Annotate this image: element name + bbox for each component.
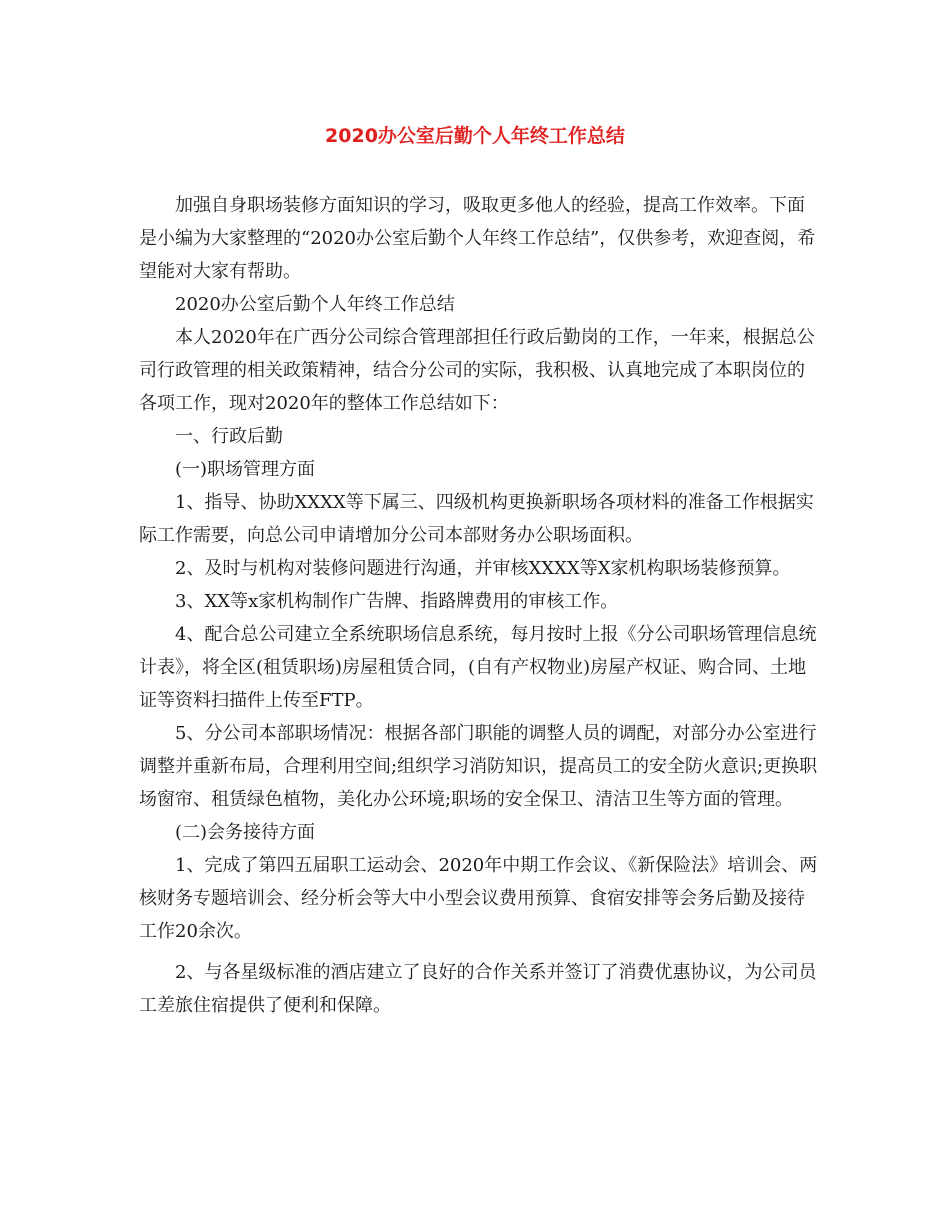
document-body: [139, 189, 819, 1022]
overview-paragraph: 本人2020年在广西分公司综合管理部担任行政后勤岗的工作，一年来，根据总公司行政管理的相关政策精神，结合分公司的实际，我积极、认真地完成了本职岗位的各项工作，现对2020年的整体工作总结如下：: [139, 327, 815, 414]
subtitle-line: 2020办公室后勤个人年终工作总结: [175, 294, 455, 315]
list-item: 5、分公司本部职场情况：根据各部门职能的调整人员的调配，对部分办公室进行调整并重新布局，合理利用空间;组织学习消防知识，提高员工的安全防火意识;更换职场窗帘、租赁绿色植物，美化办公环境;职场的安全保卫、清洁卫生等方面的管理。: [139, 723, 818, 810]
list-item: 3、XX等x家机构制作广告牌、指路牌费用的审核工作。: [175, 591, 619, 612]
list-item: 2、及时与机构对装修问题进行沟通，并审核XXXX等X家机构职场装修预算。: [175, 558, 791, 579]
list-item: 2、与各星级标准的酒店建立了良好的合作关系并签订了消费优惠协议，为公司员工差旅住宿提供了便利和保障。: [139, 962, 817, 1016]
intro-paragraph: 加强自身职场装修方面知识的学习，吸取更多他人的经验，提高工作效率。下面是小编为大家整理的“2020办公室后勤个人年终工作总结”，仅供参考，欢迎查阅，希望能对大家有帮助。: [139, 195, 816, 282]
subsection-heading: (一)职场管理方面: [175, 459, 316, 480]
section-heading: 一、行政后勤: [175, 426, 283, 447]
list-item: 1、指导、协助XXXX等下属三、四级机构更换新职场各项材料的准备工作根据实际工作需要，向总公司申请增加分公司本部财务办公职场面积。: [139, 492, 814, 546]
document-title: 2020办公室后勤个人年终工作总结: [325, 125, 625, 147]
subsection-heading: (二)会务接待方面: [175, 822, 316, 843]
list-item: 1、完成了第四五届职工运动会、2020年中期工作会议、《新保险法》培训会、两核财务专题培训会、经分析会等大中小型会议费用预算、食宿安排等会务后勤及接待工作20余次。: [139, 855, 818, 942]
list-item: 4、配合总公司建立全系统职场信息系统，每月按时上报《分公司职场管理信息统计表》，将全区(租赁职场)房屋租赁合同，(自有产权物业)房屋产权证、购合同、土地证等资料扫描件上传至FTP。: [139, 624, 817, 711]
